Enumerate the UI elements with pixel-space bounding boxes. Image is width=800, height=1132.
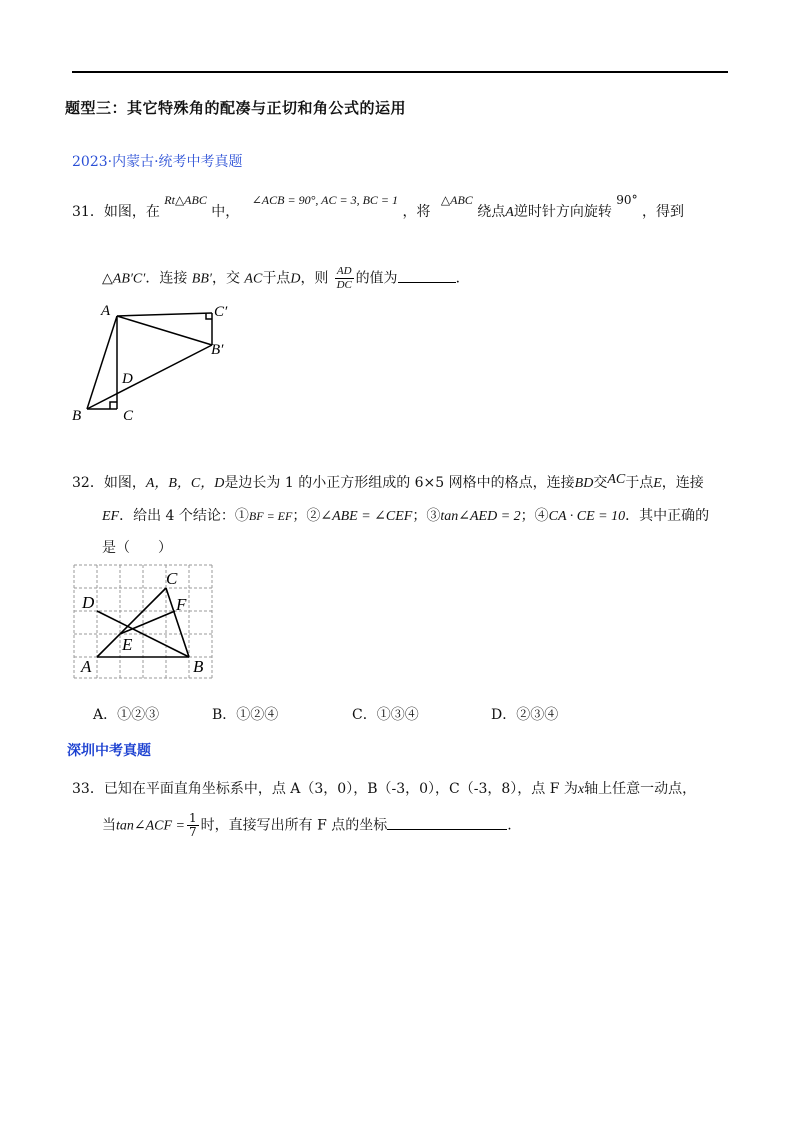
q33-text: .	[507, 817, 512, 834]
label-C: C	[123, 408, 134, 424]
q33-frac-den: 7	[189, 825, 197, 839]
q31-text: ，则	[300, 270, 329, 287]
label-A: A	[81, 657, 92, 676]
q31-text: 如图，在	[103, 204, 160, 220]
q32-text: 是边长为 1 的小正方形组成的 6×5 网格中的格点，连接	[224, 475, 575, 491]
label-A: A	[101, 303, 111, 319]
q31-rt-triangle: Rt△ABC	[164, 193, 207, 207]
q31-triangle-2: △AB′C′	[102, 271, 146, 287]
q31-line-2	[102, 265, 470, 292]
q31-segment-bb1: BB′	[191, 271, 212, 287]
q32-text: ．其中正确的	[625, 508, 710, 524]
q32-conclusion-4: CA · CE = 10	[548, 509, 626, 524]
q31-number: 31．	[72, 204, 104, 220]
q31-text: ，得到	[642, 204, 685, 220]
label-C-prime: C′	[214, 304, 228, 320]
q31-triangle: △ABC	[440, 193, 473, 207]
label-D: D	[122, 371, 133, 387]
q32-number: 32．	[72, 475, 104, 491]
q31-text: 于点	[262, 270, 291, 287]
q31-line-1	[72, 193, 685, 221]
q31-text: 中，	[211, 204, 240, 220]
label-B-prime: B′	[211, 342, 224, 358]
q31-text: ．连接	[145, 270, 188, 287]
q33-text: 轴上任意一动点，	[584, 781, 697, 797]
option-d[interactable]: D．②③④	[491, 707, 559, 723]
q32-text: ．给出 4 个结论：①	[119, 508, 249, 524]
q32-text: ，连接	[661, 475, 704, 491]
label-B: B	[72, 408, 82, 424]
q32-grid-figure	[66, 560, 226, 684]
q32-text: 如图，	[103, 475, 146, 491]
q32-conclusion-1: BF = EF	[248, 509, 293, 523]
q33-line-1	[72, 778, 696, 798]
q32-bd: BD	[574, 476, 594, 491]
q31-point-d: D	[290, 271, 301, 287]
q32-e: E	[653, 476, 662, 491]
q32-text: ；④	[520, 508, 549, 524]
q33-x: x	[577, 782, 585, 797]
q31-segment-ac: AC	[244, 271, 263, 287]
label-E: E	[122, 635, 133, 654]
q31-text: ，交	[211, 270, 240, 287]
q31-text: ．	[455, 270, 470, 287]
q31-text: 的值为	[355, 270, 398, 287]
section-title: 题型三：其它特殊角的配凑与正切和角公式的运用	[65, 99, 407, 117]
label-D: D	[82, 593, 95, 612]
q33-text: 时，直接写出所有 F 点的坐标	[200, 817, 388, 834]
option-c[interactable]: C．①③④	[352, 707, 419, 723]
q31-answer-blank[interactable]	[398, 282, 456, 283]
q31-condition: ∠ACB = 90°, AC = 3, BC = 1	[251, 193, 399, 207]
source-label: 2023·内蒙古·统考中考真题	[72, 154, 243, 170]
q33-frac-num: 1	[189, 811, 197, 825]
q31-text: 逆时针方向旋转	[513, 204, 612, 220]
label-C: C	[166, 569, 178, 588]
q32-conclusion-2: ∠ABE = ∠CEF	[320, 509, 413, 524]
q31-text: ，将	[402, 204, 431, 220]
q33-answer-blank[interactable]	[387, 829, 507, 830]
q32-ef: EF	[102, 509, 120, 524]
q31-frac-num: AD	[336, 265, 352, 277]
q32-text: 交	[593, 475, 608, 491]
q32-line-3: 是（ ）	[102, 540, 172, 556]
q31-text: 绕点	[477, 204, 506, 220]
q32-ac: AC	[607, 472, 626, 487]
q31-frac-den: DC	[336, 279, 352, 291]
q31-point-a: A	[505, 205, 514, 220]
q32-line-2	[102, 505, 709, 525]
q33-text: 当	[102, 817, 116, 834]
q32-line-1	[72, 472, 704, 492]
option-b[interactable]: B．①②④	[212, 707, 279, 723]
option-a[interactable]: A．①②③	[93, 707, 160, 723]
q33-tan: tan∠ACF =	[116, 818, 186, 834]
q31-angle: 90°	[616, 193, 638, 207]
label-F: F	[176, 595, 187, 614]
q31-fraction	[335, 265, 354, 292]
q32-text: 于点	[625, 475, 654, 491]
q32-points: A，B，C，D	[145, 476, 225, 491]
q33-fraction	[187, 812, 199, 839]
q32-text: ；②	[292, 508, 321, 524]
q33-number: 33．	[72, 781, 104, 797]
top-rule	[72, 71, 728, 73]
label-B: B	[193, 657, 204, 676]
q31-figure	[66, 300, 246, 430]
source-label-2: 深圳中考真题	[67, 743, 151, 759]
q32-text: ；③	[412, 508, 441, 524]
q33-text: 已知在平面直角坐标系中，点 A（3，0），B（-3，0），C（-3，8），点 F 为	[103, 781, 578, 797]
q33-line-2	[102, 812, 512, 839]
q32-conclusion-3: tan∠AED = 2	[440, 509, 521, 524]
